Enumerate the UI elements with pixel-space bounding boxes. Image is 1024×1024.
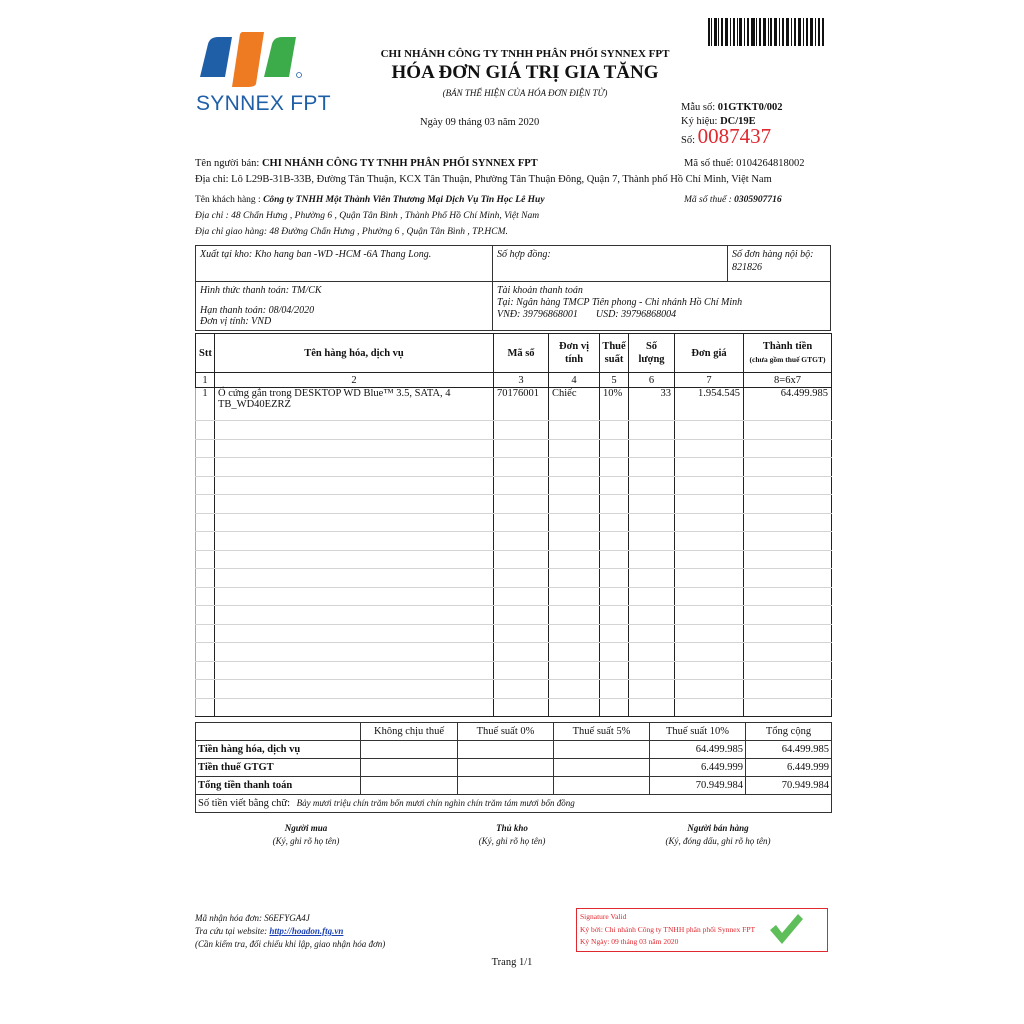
item-qty — [629, 550, 675, 569]
item-price — [675, 680, 744, 699]
item-amount — [744, 587, 832, 606]
item-name — [215, 698, 494, 717]
invoice-title: HÓA ĐƠN GIÁ TRỊ GIA TĂNG — [391, 62, 659, 83]
totals-table — [195, 722, 832, 813]
item-code — [494, 476, 549, 495]
vat-0-value — [458, 759, 554, 777]
checkmark-icon — [768, 912, 804, 946]
column-number: 8=6x7 — [744, 373, 832, 388]
item-price — [675, 606, 744, 625]
item-amount — [744, 569, 832, 588]
buyer-delivery-address: Địa chỉ giao hàng: 48 Đường Chấn Hưng , Phường 6 , Quận Tân Bình , TP.HCM. — [195, 227, 508, 237]
account-cell — [493, 282, 831, 331]
invoice-number-value: 0087437 — [697, 124, 772, 148]
header-non-taxable: Không chịu thuế — [361, 723, 458, 741]
item-tax — [600, 680, 629, 699]
seller-address: Địa chỉ: Lô L29B-31B-33B, Đường Tân Thuận, KCX Tân Thuận, Phường Tân Thuận Đông, Quận 7, Thành phố Hồ Chí Minh, Việt Nam — [195, 174, 772, 185]
item-amount — [744, 643, 832, 662]
seller-tax: 0104264818002 — [736, 158, 805, 169]
item-name: Ổ cứng gắn trong DESKTOP WD Blue™ 3.5, SATA, 4 TB_WD40EZRZ — [215, 388, 494, 421]
item-amount — [744, 495, 832, 514]
item-unit — [549, 698, 600, 717]
item-name — [215, 513, 494, 532]
item-code — [494, 661, 549, 680]
item-name — [215, 439, 494, 458]
item-qty — [629, 680, 675, 699]
contract-number: Số hợp đồng: — [497, 249, 551, 260]
item-unit — [549, 624, 600, 643]
vat-10-value: 6.449.999 — [650, 759, 746, 777]
totals-row-goods — [196, 741, 832, 759]
vat-0-value — [458, 777, 554, 795]
item-name — [215, 458, 494, 477]
total-value: 70.949.984 — [746, 777, 832, 795]
unit-header-line2: tính — [564, 354, 584, 365]
column-number: 1 — [196, 373, 215, 388]
due-date: Hạn thanh toán: 08/04/2020 — [200, 305, 315, 316]
totals-label: Tổng tiền thanh toán — [196, 777, 361, 795]
vat-0-value — [458, 741, 554, 759]
item-code — [494, 458, 549, 477]
issuer-company: CHI NHÁNH CÔNG TY TNHH PHÂN PHỐI SYNNEX FPT — [380, 48, 670, 60]
lookup-label: Tra cứu tại website: — [195, 926, 270, 936]
item-tax — [600, 698, 629, 717]
signature-note: (Ký, ghi rõ họ tên) — [478, 836, 546, 846]
payment-cell — [196, 282, 493, 331]
vnd-account: VNĐ: 39796868001 — [497, 309, 578, 320]
item-unit: Chiếc — [549, 388, 600, 421]
item-tax — [600, 624, 629, 643]
item-code — [494, 513, 549, 532]
empty-row — [196, 421, 832, 440]
buyer-name-line — [195, 195, 545, 205]
totals-row-vat — [196, 759, 832, 777]
item-price — [675, 624, 744, 643]
item-name — [215, 476, 494, 495]
item-tax — [600, 476, 629, 495]
vat-10-value: 70.949.984 — [650, 777, 746, 795]
buyer-name-label: Tên khách hàng : — [195, 195, 264, 205]
item-stt: 1 — [196, 388, 215, 421]
barcode-image — [706, 18, 826, 46]
item-tax — [600, 513, 629, 532]
item-qty — [629, 458, 675, 477]
item-tax — [600, 569, 629, 588]
item-amount — [744, 532, 832, 551]
empty-row — [196, 661, 832, 680]
item-price — [675, 421, 744, 440]
bank-name: Tại: Ngân hàng TMCP Tiên phong - Chi nhánh Hồ Chí Minh — [497, 297, 743, 308]
logo-green-shape — [264, 37, 296, 77]
amount-header-note: (chưa gồm thuế GTGT) — [749, 355, 826, 364]
item-amount — [744, 698, 832, 717]
item-price — [675, 550, 744, 569]
empty-row — [196, 569, 832, 588]
item-qty — [629, 606, 675, 625]
tax-header-line1: Thuế — [602, 341, 626, 352]
item-tax — [600, 587, 629, 606]
item-unit — [549, 476, 600, 495]
signature-buyer — [206, 822, 406, 848]
header-total: Tổng cộng — [746, 723, 832, 741]
item-tax — [600, 421, 629, 440]
item-name — [215, 643, 494, 662]
registered-mark-icon — [297, 73, 302, 78]
item-unit — [549, 680, 600, 699]
item-qty — [629, 495, 675, 514]
column-number: 4 — [549, 373, 600, 388]
logo-text: SYNNEX FPT — [196, 92, 331, 115]
totals-label: Tiền hàng hóa, dịch vụ — [196, 741, 361, 759]
form-number-value: 01GTKT0/002 — [717, 102, 783, 113]
item-name — [215, 421, 494, 440]
item-unit — [549, 421, 600, 440]
item-stt — [196, 550, 215, 569]
serial-value: DC/19E — [720, 116, 756, 127]
item-unit — [549, 643, 600, 662]
seller-name-label: Tên người bán: — [195, 158, 262, 169]
item-price: 1.954.545 — [675, 388, 744, 421]
item-price — [675, 532, 744, 551]
item-code — [494, 606, 549, 625]
amount-in-words-label: Số tiền viết bằng chữ: — [198, 798, 291, 809]
vat-5-value — [554, 741, 650, 759]
item-code — [494, 698, 549, 717]
col-header-tax — [600, 334, 629, 373]
col-header-qty — [629, 334, 675, 373]
item-qty — [629, 421, 675, 440]
item-stt — [196, 661, 215, 680]
item-amount: 64.499.985 — [744, 388, 832, 421]
amount-header: Thành tiền — [762, 341, 813, 352]
item-tax — [600, 495, 629, 514]
item-stt — [196, 458, 215, 477]
header-vat-0: Thuế suất 0% — [458, 723, 554, 741]
item-tax: 10% — [600, 388, 629, 421]
item-price — [675, 661, 744, 680]
empty-row — [196, 458, 832, 477]
item-stt — [196, 680, 215, 699]
col-header-unit — [549, 334, 600, 373]
item-unit — [549, 661, 600, 680]
item-code — [494, 439, 549, 458]
empty-row — [196, 606, 832, 625]
non-taxable-value — [361, 759, 458, 777]
item-unit — [549, 550, 600, 569]
item-amount — [744, 680, 832, 699]
item-unit — [549, 532, 600, 551]
item-code — [494, 643, 549, 662]
item-name — [215, 624, 494, 643]
item-qty — [629, 476, 675, 495]
column-number: 5 — [600, 373, 629, 388]
signature-role: Người mua — [284, 823, 328, 833]
item-amount — [744, 606, 832, 625]
item-name — [215, 606, 494, 625]
invoice-subtitle: (BẢN THỂ HIỆN CỦA HÓA ĐƠN ĐIỆN TỬ) — [442, 88, 608, 98]
buyer-address: Địa chỉ : 48 Chấn Hưng , Phường 6 , Quận Tân Bình , Thành Phố Hồ Chí Minh, Việt Nam — [195, 211, 540, 221]
item-tax — [600, 661, 629, 680]
invoice-number-label: Số: — [681, 135, 698, 146]
empty-row — [196, 532, 832, 551]
item-code — [494, 550, 549, 569]
column-number: 6 — [629, 373, 675, 388]
empty-row — [196, 476, 832, 495]
total-value: 6.449.999 — [746, 759, 832, 777]
item-unit — [549, 495, 600, 514]
items-table — [195, 333, 832, 717]
header-vat-10: Thuế suất 10% — [650, 723, 746, 741]
item-code — [494, 495, 549, 514]
column-number: 3 — [494, 373, 549, 388]
buyer-tax: 0305907716 — [734, 195, 782, 205]
empty-row — [196, 439, 832, 458]
item-stt — [196, 624, 215, 643]
contract-cell — [493, 246, 728, 282]
vat-10-value: 64.499.985 — [650, 741, 746, 759]
item-price — [675, 439, 744, 458]
empty-row — [196, 698, 832, 717]
tax-header-line2: suất — [604, 354, 624, 365]
signature-signed-date: Ký Ngày: 09 tháng 03 năm 2020 — [580, 937, 679, 946]
seller-name: CHI NHÁNH CÔNG TY TNHH PHÂN PHỐI SYNNEX FPT — [261, 158, 538, 169]
empty-row — [196, 643, 832, 662]
item-stt — [196, 513, 215, 532]
item-amount — [744, 550, 832, 569]
item-code — [494, 624, 549, 643]
amount-in-words-row — [196, 795, 832, 813]
item-tax — [600, 550, 629, 569]
non-taxable-value — [361, 777, 458, 795]
order-number: 821826 — [732, 262, 762, 273]
serial-label: Ký hiệu: — [681, 116, 721, 127]
info-box — [195, 245, 831, 331]
seller-name-line — [195, 158, 538, 169]
item-name — [215, 532, 494, 551]
unit-header-line1: Đơn vị — [558, 341, 590, 352]
form-number — [681, 102, 783, 113]
item-price — [675, 476, 744, 495]
item-amount — [744, 439, 832, 458]
synnex-fpt-logo — [198, 32, 303, 87]
qty-header-line1: Số — [645, 341, 658, 352]
item-tax — [600, 439, 629, 458]
seller-tax-label: Mã số thuế: — [684, 158, 737, 169]
col-header-stt: Stt — [196, 334, 215, 373]
item-code — [494, 569, 549, 588]
item-price — [675, 698, 744, 717]
vat-5-value — [554, 759, 650, 777]
item-qty — [629, 569, 675, 588]
total-value: 64.499.985 — [746, 741, 832, 759]
item-tax — [600, 643, 629, 662]
item-qty: 33 — [629, 388, 675, 421]
item-code: 70176001 — [494, 388, 549, 421]
col-header-code: Mã số — [494, 334, 549, 373]
item-qty — [629, 624, 675, 643]
col-header-name: Tên hàng hóa, dịch vụ — [215, 334, 494, 373]
item-price — [675, 643, 744, 662]
logo-blue-shape — [200, 37, 232, 77]
item-stt — [196, 421, 215, 440]
item-qty — [629, 661, 675, 680]
invoice-date: Ngày 09 tháng 03 năm 2020 — [420, 117, 540, 128]
empty-row — [196, 550, 832, 569]
item-name — [215, 661, 494, 680]
signature-warehouse-keeper — [412, 822, 612, 848]
empty-row — [196, 587, 832, 606]
item-stt — [196, 587, 215, 606]
form-number-label: Mẫu số: — [681, 102, 718, 113]
empty-row — [196, 495, 832, 514]
account-title: Tài khoản thanh toán — [497, 285, 583, 296]
header-vat-5: Thuế suất 5% — [554, 723, 650, 741]
item-stt — [196, 532, 215, 551]
signature-seller — [618, 822, 818, 848]
item-unit — [549, 569, 600, 588]
item-tax — [600, 606, 629, 625]
qty-header-line2: lượng — [638, 354, 665, 365]
item-qty — [629, 587, 675, 606]
item-name — [215, 587, 494, 606]
item-unit — [549, 439, 600, 458]
invoice-number — [681, 124, 771, 149]
item-price — [675, 458, 744, 477]
item-amount — [744, 624, 832, 643]
warehouse-cell — [196, 246, 493, 282]
totals-header-empty — [196, 723, 361, 741]
item-unit — [549, 513, 600, 532]
signature-role: Thủ kho — [496, 823, 528, 833]
item-code — [494, 421, 549, 440]
item-price — [675, 569, 744, 588]
order-cell — [728, 246, 831, 282]
item-stt — [196, 698, 215, 717]
totals-label: Tiền thuế GTGT — [196, 759, 361, 777]
item-unit — [549, 458, 600, 477]
item-amount — [744, 513, 832, 532]
account-numbers — [497, 309, 826, 321]
amount-in-words: Bảy mươi triệu chín trăm bốn mươi chín nghìn chín trăm tám mươi bốn đồng — [296, 798, 575, 808]
signature-signed-by: Ký bởi: Chi nhánh Công ty TNHH phân phối Synnex FPT — [580, 924, 756, 934]
item-amount — [744, 661, 832, 680]
item-name — [215, 495, 494, 514]
item-code — [494, 680, 549, 699]
item-name — [215, 680, 494, 699]
signature-note: (Ký, ghi rõ họ tên) — [272, 836, 340, 846]
col-header-price: Đơn giá — [675, 334, 744, 373]
item-code — [494, 532, 549, 551]
buyer-tax-label: Mã số thuế : — [684, 195, 735, 205]
col-header-amount — [744, 334, 832, 373]
item-qty — [629, 439, 675, 458]
page-number: Trang 1/1 — [491, 957, 533, 968]
column-number-row — [196, 373, 832, 388]
item-price — [675, 495, 744, 514]
buyer-tax-line — [684, 195, 782, 205]
totals-row-grand — [196, 777, 832, 795]
item-qty — [629, 513, 675, 532]
signature-status: Signature Valid — [580, 912, 627, 921]
usd-account: USD: 39796868004 — [595, 309, 677, 320]
empty-row — [196, 624, 832, 643]
empty-row — [196, 513, 832, 532]
item-amount — [744, 476, 832, 495]
warehouse: Xuất tại kho: Kho hang ban -WD -HCM -6A Thang Long. — [200, 249, 432, 260]
invoice-lookup-code: Mã nhận hóa đơn: S6EFYGA4J — [195, 913, 310, 923]
item-name — [215, 569, 494, 588]
item-amount — [744, 421, 832, 440]
column-number: 2 — [215, 373, 494, 388]
item-price — [675, 513, 744, 532]
item-unit — [549, 606, 600, 625]
non-taxable-value — [361, 741, 458, 759]
item-stt — [196, 476, 215, 495]
buyer-name: Công ty TNHH Một Thành Viên Thương Mại Dịch Vụ Tin Học Lê Huy — [263, 195, 545, 205]
order-label: Số đơn hàng nội bộ: — [732, 249, 814, 260]
logo-orange-shape — [232, 32, 264, 87]
empty-row — [196, 680, 832, 699]
item-stt — [196, 606, 215, 625]
item-stt — [196, 643, 215, 662]
verification-note: (Cần kiểm tra, đối chiếu khi lập, giao nhận hóa đơn) — [195, 939, 386, 949]
item-stt — [196, 495, 215, 514]
item-tax — [600, 532, 629, 551]
item-stt — [196, 439, 215, 458]
lookup-website-line — [195, 926, 343, 936]
item-qty — [629, 643, 675, 662]
payment-method: Hình thức thanh toán: TM/CK — [200, 285, 322, 296]
seller-tax-line — [684, 158, 804, 169]
item-price — [675, 587, 744, 606]
item-qty — [629, 532, 675, 551]
item-row — [196, 388, 832, 421]
signature-note: (Ký, đóng dấu, ghi rõ họ tên) — [665, 836, 771, 846]
currency-unit: Đơn vị tính: VND — [200, 316, 272, 327]
item-stt — [196, 569, 215, 588]
vat-5-value — [554, 777, 650, 795]
lookup-link[interactable]: http://hoadon.ftg.vn — [269, 926, 344, 936]
signature-role: Người bán hàng — [687, 823, 749, 833]
item-unit — [549, 587, 600, 606]
column-number: 7 — [675, 373, 744, 388]
item-code — [494, 587, 549, 606]
item-name — [215, 550, 494, 569]
item-amount — [744, 458, 832, 477]
amount-in-words-cell — [196, 795, 832, 813]
item-qty — [629, 698, 675, 717]
item-tax — [600, 458, 629, 477]
